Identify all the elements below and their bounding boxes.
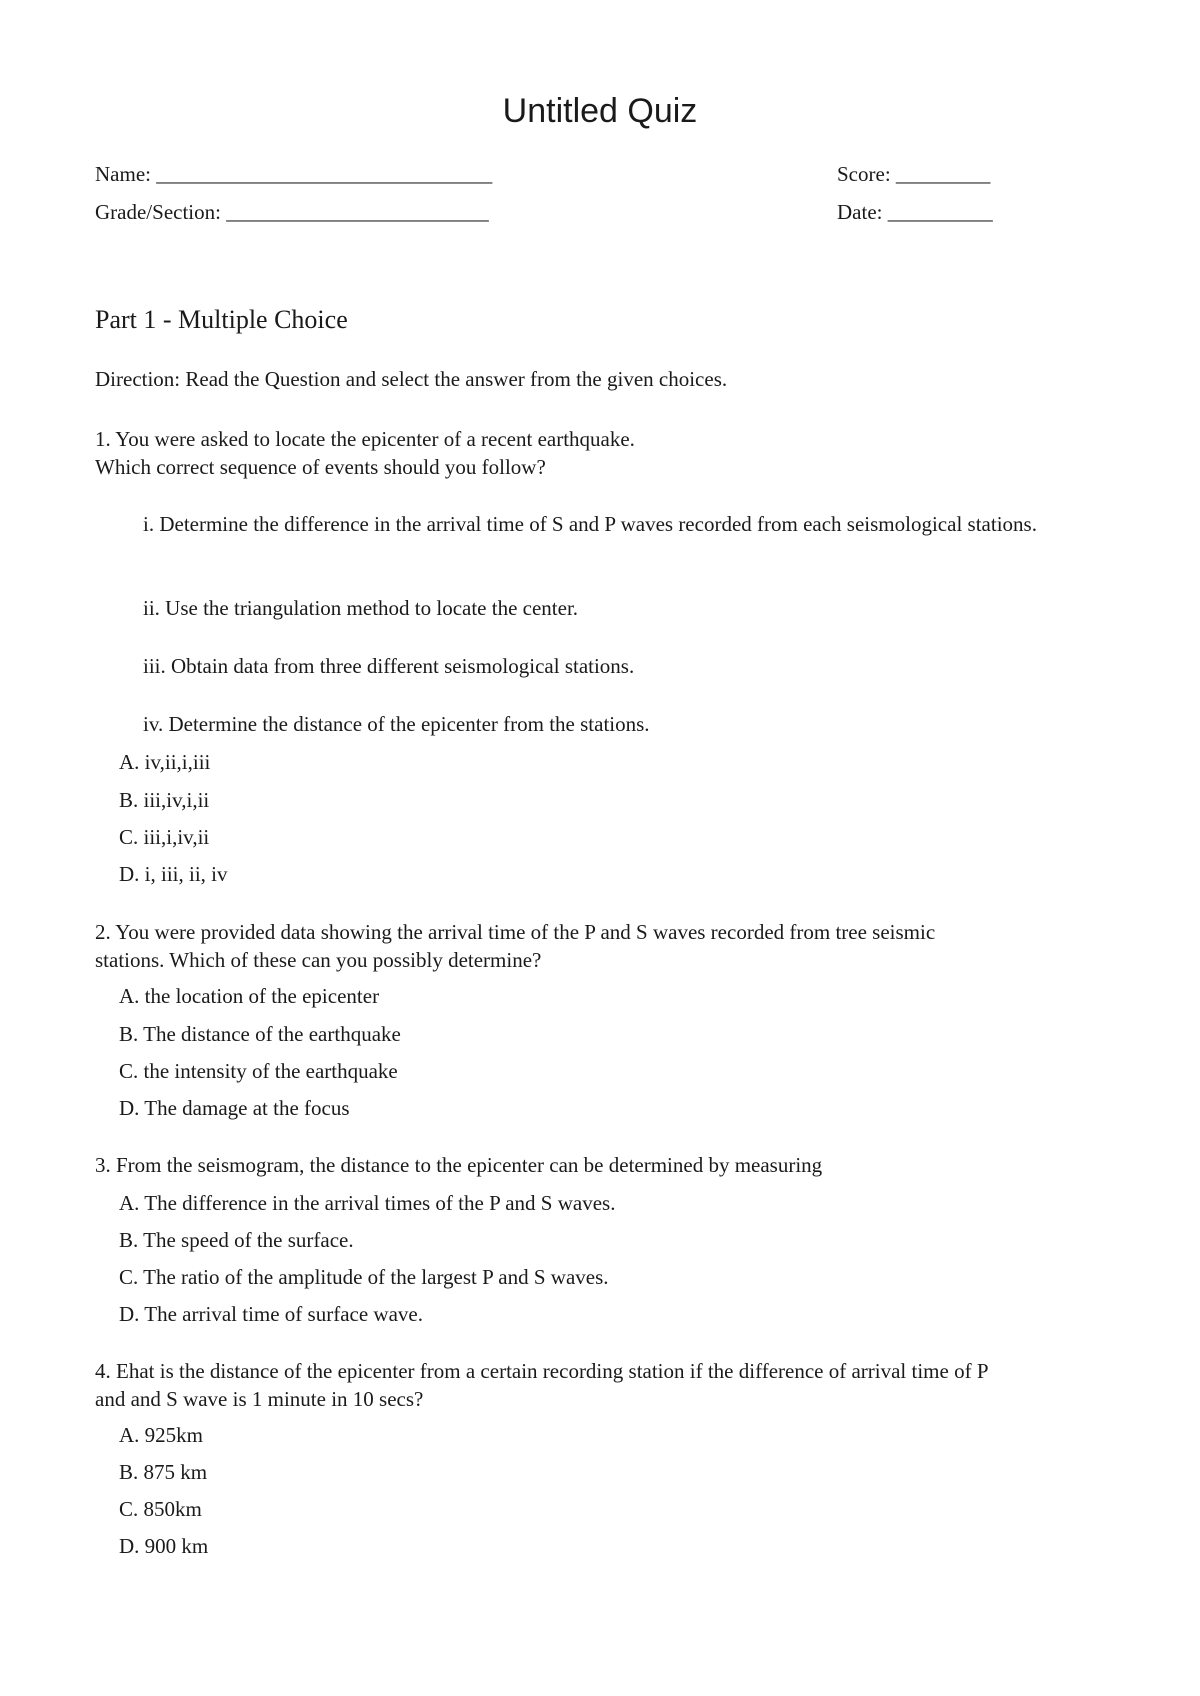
question-3-choice-d[interactable]: D. The arrival time of surface wave.	[119, 1302, 423, 1326]
question-4	[95, 1357, 1125, 1413]
question-2-text-line-2: stations. Which of these can you possibly determine?	[95, 948, 542, 972]
question-1-choice-d[interactable]: D. i, iii, ii, iv	[119, 862, 228, 886]
question-1-item-ii: ii. Use the triangulation method to locate the center.	[143, 596, 579, 620]
question-1-item-iv: iv. Determine the distance of the epicenter from the stations.	[143, 712, 650, 736]
question-4-text-line-1: 4. Ehat is the distance of the epicenter from a certain recording station if the difference of arrival time of P	[95, 1359, 989, 1383]
question-2-choice-a[interactable]: A. the location of the epicenter	[119, 984, 380, 1008]
question-3-text-line-1: 3. From the seismogram, the distance to the epicenter can be determined by measuring	[95, 1153, 823, 1177]
question-4-choice-c[interactable]: C. 850km	[119, 1497, 202, 1521]
question-2-choice-b[interactable]: B. The distance of the earthquake	[119, 1022, 401, 1046]
question-1-text-line-1: 1. You were asked to locate the epicenter of a recent earthquake.	[95, 427, 635, 451]
question-2	[95, 918, 1125, 974]
question-1	[95, 425, 1125, 481]
question-1-item-i: i. Determine the difference in the arrival time of S and P waves recorded from each seismological stations.	[143, 512, 1037, 536]
question-1-choice-c[interactable]: C. iii,i,iv,ii	[119, 825, 210, 849]
score-field: Score: _________	[837, 162, 991, 186]
part1-title: Part 1 - Multiple Choice	[95, 305, 348, 334]
date-field: Date: __________	[837, 200, 993, 224]
question-4-choice-b[interactable]: B. 875 km	[119, 1460, 208, 1484]
question-4-choice-d[interactable]: D. 900 km	[119, 1534, 209, 1558]
question-1-text-line-2: Which correct sequence of events should you follow?	[95, 455, 546, 479]
question-3	[95, 1151, 1125, 1179]
question-1-choice-b[interactable]: B. iii,iv,i,ii	[119, 788, 210, 812]
quiz-title: Untitled Quiz	[502, 92, 698, 130]
question-3-choice-b[interactable]: B. The speed of the surface.	[119, 1228, 354, 1252]
question-4-choice-a[interactable]: A. 925km	[119, 1423, 203, 1447]
question-3-choice-a[interactable]: A. The difference in the arrival times of the P and S waves.	[119, 1191, 616, 1215]
name-field: Name: ________________________________	[95, 162, 493, 186]
question-2-choice-d[interactable]: D. The damage at the focus	[119, 1096, 350, 1120]
question-3-choice-c[interactable]: C. The ratio of the amplitude of the largest P and S waves.	[119, 1265, 609, 1289]
question-4-text-line-2: and and S wave is 1 minute in 10 secs?	[95, 1387, 424, 1411]
question-2-choice-c[interactable]: C. the intensity of the earthquake	[119, 1059, 398, 1083]
question-1-choice-a[interactable]: A. iv,ii,i,iii	[119, 750, 211, 774]
question-1-item-iii: iii. Obtain data from three different seismological stations.	[143, 654, 635, 678]
question-2-text-line-1: 2. You were provided data showing the arrival time of the P and S waves recorded from tree seismic	[95, 920, 936, 944]
direction-text: Direction: Read the Question and select the answer from the given choices.	[95, 367, 728, 391]
header-row-1	[0, 160, 1200, 190]
grade-section-field: Grade/Section: _________________________	[95, 200, 489, 224]
header-row-2	[0, 198, 1200, 228]
